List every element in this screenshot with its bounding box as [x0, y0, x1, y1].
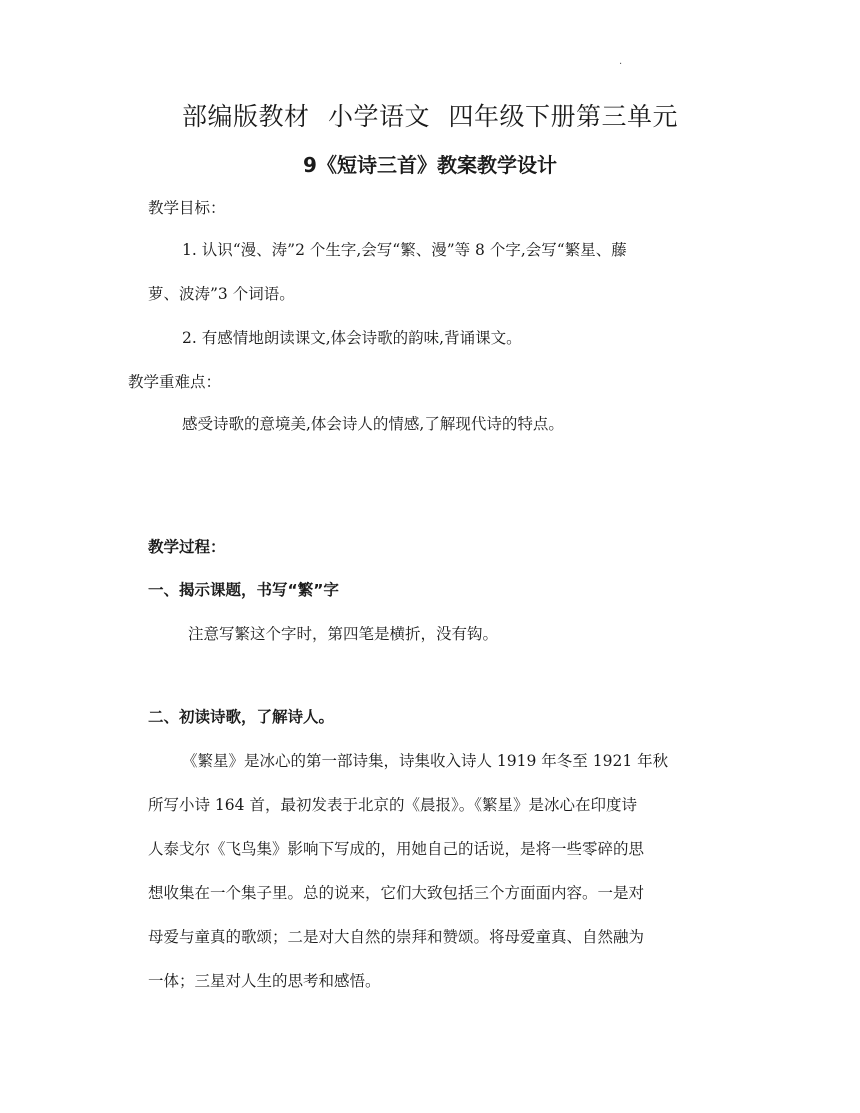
section-1-text: 注意写繁这个字时，第四笔是横折，没有钩。 — [188, 625, 499, 643]
section-2-heading: 二、初读诗歌，了解诗人。 — [148, 708, 335, 726]
goal-2: 2. 有感情地朗读课文,体会诗歌的韵味,背诵课文。 — [182, 329, 522, 347]
document-subtitle: 9《短诗三首》教案教学设计 — [303, 153, 557, 177]
paragraph-line: 一体；三星对人生的思考和感悟。 — [148, 972, 381, 990]
paragraph-line: 想收集在一个集子里。总的说来，它们大致包括三个方面面内容。一是对 — [148, 884, 645, 902]
paragraph-line: 人泰戈尔《飞鸟集》影响下写成的，用她自己的话说，是将一些零碎的思 — [148, 840, 645, 858]
process-heading: 教学过程： — [148, 538, 226, 556]
key-points-text: 感受诗歌的意境美,体会诗人的情感,了解现代诗的特点。 — [182, 415, 564, 433]
goals-heading: 教学目标： — [148, 199, 226, 217]
document-title: 部编版教材 小学语文 四年级下册第三单元 — [182, 102, 678, 131]
corner-mark: . — [619, 56, 623, 67]
goal-1-line-2: 萝、波涛”3 个词语。 — [148, 285, 295, 303]
section-1-heading: 一、揭示课题，书写“繁”字 — [148, 581, 339, 599]
paragraph-line: 《繁星》是冰心的第一部诗集，诗集收入诗人 1919 年冬至 1921 年秋 — [182, 752, 669, 770]
paragraph-line: 母爱与童真的歌颂；二是对大自然的崇拜和赞颂。将母爱童真、自然融为 — [148, 928, 645, 946]
goal-1-line-1: 1. 认识“漫、涛”2 个生字,会写“繁、漫”等 8 个字,会写“繁星、藤 — [182, 241, 627, 259]
key-points-heading: 教学重难点： — [128, 373, 222, 391]
paragraph-line: 所写小诗 164 首，最初发表于北京的《晨报》。《繁星》是冰心在印度诗 — [148, 796, 637, 814]
